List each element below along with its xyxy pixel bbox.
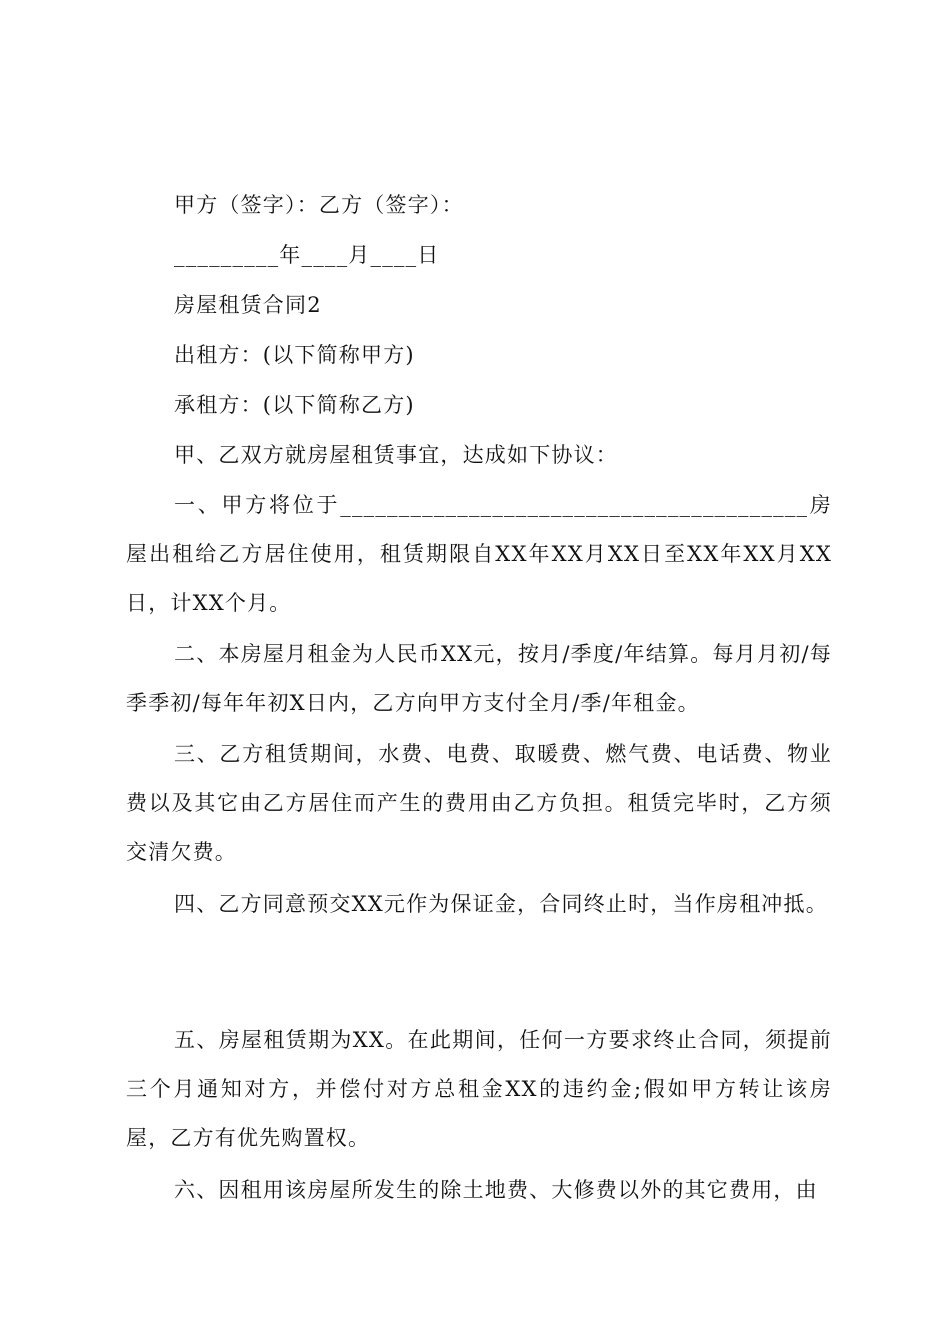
lessor-line: 出租方：(以下简称甲方) <box>174 343 415 367</box>
intro-line: 甲、乙双方就房屋租赁事宜，达成如下协议： <box>174 443 618 467</box>
clause-3: 三、乙方租赁期间，水费、电费、取暖费、燃气费、电话费、物业费以及其它由乙方居住而产生的费用由乙方负担。租赁完毕时，乙方须交清欠费。 <box>126 742 832 864</box>
lessee-line: 承租方：(以下简称乙方) <box>174 393 415 417</box>
clause-4: 四、乙方同意预交XX元作为保证金，合同终止时，当作房租冲抵。 <box>174 892 828 916</box>
date-line: _________年____月____日 <box>174 243 440 267</box>
clause-5: 五、房屋租赁期为XX。在此期间，任何一方要求终止合同，须提前三个月通知对方，并偿付对方总租金XX的违约金;假如甲方转让该房屋，乙方有优先购置权。 <box>126 1028 832 1150</box>
signature-line: 甲方（签字）：乙方（签字）： <box>174 193 464 217</box>
clause-1: 一、甲方将位于________________________________________房屋出租给乙方居住使用，租赁期限自XX年XX月XX日至XX年XX月XX日，计XX个月。 <box>126 493 832 615</box>
clause-2: 二、本房屋月租金为人民币XX元，按月/季度/年结算。每月月初/每季季初/每年年初X日内，乙方向甲方支付全月/季/年租金。 <box>126 642 832 715</box>
contract-title: 房屋租赁合同2 <box>174 293 322 317</box>
clause-6: 六、因租用该房屋所发生的除土地费、大修费以外的其它费用，由 <box>174 1178 818 1202</box>
